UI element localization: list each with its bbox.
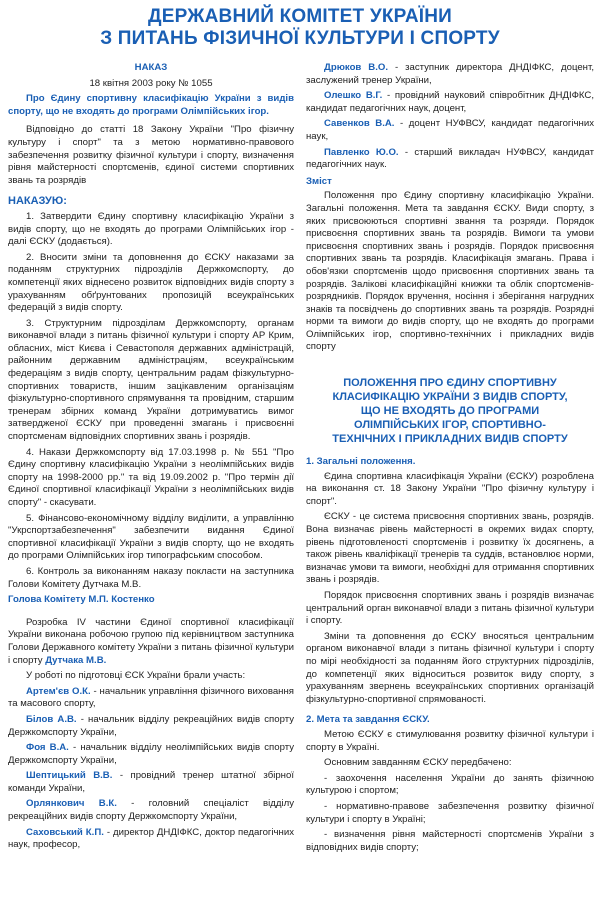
contents-text: Положення про Єдину спортивну класифікацію України. Загальні положення. Мета та завдання ЄСКУ. Види спорту, з яких присвоюються спортивні звання та розряди. Порядок присвоєння спортивних звань та розрядів. Вимоги та умови присвоєння спортивних звань і розрядів. Порядок присвоєння спортивних звань та розрядів. Класифікація змагань. Права і обов'язки спортсменів щодо присвоєння спортивних звань та розрядів. Залікові класифікаційні книжки та облік спортсменів-розрядників. Порядок вручення, носіння і зберігання нагрудних знаків та посвідчень до спортивних звань та розрядів. Розрядні норми та вимоги до видів спорту, що не входять до програми Олімпійських ігор, спортивно-технічних і прикладних видів спорту [306,190,594,353]
member-role: - директор ДНДІФКС, доктор педагогічних наук, професор, [8,826,294,851]
left-column [8,62,294,855]
participants-intro: У роботі по підготовці ЄСК України брали участь: [26,670,246,682]
contents-heading: Зміст [306,175,332,187]
signature: Голова Комітету М.П. Костенко [8,594,155,606]
member-name: Орлянкович В.К. [26,798,117,810]
section-1-heading: 1. Загальні положення. [306,456,416,468]
section-1-paragraph: Зміни та доповнення до ЄСКУ вносяться центральним органом виконавчої влади з питань фізичної культури і спорту по мірі необхідності за поданням його структурних підрозділів, до компетенції яких відноситься розвиток виду спорту, з урахуванням звернень всеукраїнських спортивних організацій фізкультурно-спортивної спрямованості. [306,630,594,705]
order-subject: Про Єдину спортивну класифікацію України з видів спорту, що не входять до програми Олімпійських ігор. [8,93,294,117]
member-name: Павленко Ю.О. [324,146,399,158]
order-item-3: 3. Структурним підрозділам Держкомспорту, органам виконавчої влади з питань фізичної культури і спорту АР Крим, обласних, міст Києва і Севастополя державних адміністрацій, районним державним адміністраціям, всеукраїнським федераціям з видів спорту, центральним радам фізкультурно-спортивних товариств, іншим зацікавленим організаціям фізкультурно-спортивного спрямування та провідним, старшим тренерам збірних команд України дотримуватись вимог затвердженої ЄСКУ при проведенні змагань і присвоєнні спортсменам відповідних спортивних звань і розрядів. [8,317,294,443]
member-role: - доцент НУФВСУ, кандидат педагогічних наук, [306,118,594,142]
section-1-paragraph: Єдина спортивна класифікація України (ЄСКУ) розроблена на виконання ст. 18 Закону України "Про фізичну культуру і спорт". [306,470,594,507]
member-item [8,742,294,767]
order-item-1: 1. Затвердити Єдину спортивну класифікацію України з видів спорту, що не входять до програми Олімпійських ігор - далі ЄСКУ (додається). [8,210,294,248]
regulation-heading: ПОЛОЖЕННЯ ПРО ЄДИНУ СПОРТИВНУ КЛАСИФІКАЦІЮ УКРАЇНИ З ВИДІВ СПОРТУ, ЩО НЕ ВХОДЯТЬ ДО ПРОГРАМИ ОЛІМПІЙСЬКИХ ІГОР, СПОРТИВНО-ТЕХНІЧНИХ І ПРИКЛАДНИХ ВИДІВ СПОРТУ [332,377,568,446]
orders-heading: НАКАЗУЮ: [8,195,67,208]
section-2-list-item: - нормативно-правове забезпечення розвитку фізичної культури і спорту в Україні; [306,800,594,825]
order-item-4: 4. Накази Держкомспорту від 17.03.1998 р. № 551 "Про Єдину спортивну класифікацію України з неолімпійських видів спорту на 1998-2000 рр." та від 19.09.2002 р. "Про термін дії Єдиної спортивної класифікації України з неолімпійських видів спорту" - скасувати. [8,446,294,508]
development-lead-name: Дутчака М.В. [45,654,107,666]
order-heading: НАКАЗ [134,62,168,73]
member-item [306,147,594,172]
section-2-list-item: - визначення рівня майстерності спортсменів України з відповідних видів спорту; [306,829,594,853]
section-1-paragraph: ЄСКУ - це система присвоєння спортивних звань, розрядів. Вона визначає рівень майстерності в окремих видах спорту, рівень підготовленості спортсменів і розвитку їх досягнень, а також рівень кваліфікації тренерів та суддів, встановлює норми, визначає умови та вимоги, необхідні для отримання спортивних звань і розрядів. [306,511,594,586]
member-role: - провідний тренер штатної збірної команди України, [8,770,294,794]
member-item [306,62,594,87]
member-name: Артем'єв О.К. [26,685,91,697]
member-role: - начальник відділу рекреаційних видів спорту Держкомспорту України, [8,713,294,738]
member-name: Шептицький В.В. [26,770,113,782]
order-item-5: 5. Фінансово-економічному відділу виділити, а управлінню "Укрспортзабезпечення" забезпечити видання Єдиної спортивної класифікації України з видів спорту, що не входять до програми Олімпійських ігор типографським способом. [8,512,294,562]
order-item-6: 6. Контроль за виконанням наказу покласти на заступника Голови Комітету Дутчака М.В. [8,565,294,590]
member-item [8,798,294,823]
member-item [8,686,294,711]
member-item [306,118,594,143]
member-role: - заступник директора ДНДІФКС, доцент, заслужений тренер України, [306,62,594,86]
development-text: Розробка IV частини Єдиної спортивної класифікації України виконана робочою групою під керівництвом заступника Голови Державного комітету України з питань фізичної культури і спорту [8,616,294,666]
section-2-list-item: - заохочення населення України до занять фізичною культурою і спортом; [306,772,594,797]
member-role: - головний спеціаліст відділу рекреаційних видів спорту Держкомспорту України, [8,798,294,823]
member-item [8,714,294,739]
member-name: Білов А.В. [26,713,77,725]
order-item-2: 2. Вносити зміни та доповнення до ЄСКУ наказами за поданням структурних підрозділів Держкомспорту, до компетенції яких віднесено розвиток відповідних видів спорту з урахуванням обґрунтованих пропозицій всеукраїнських федерацій з видів спорту. [8,251,294,314]
member-name: Олешко В.Г. [324,90,383,102]
title-line-1: ДЕРЖАВНИЙ КОМІТЕТ УКРАЇНИ [148,6,452,27]
order-date: 18 квітня 2003 року № 1055 [89,77,213,89]
section-2-paragraph: Основним завданням ЄСКУ передбачено: [324,757,512,769]
section-2-heading: 2. Мета та завдання ЄСКУ. [306,714,430,726]
right-column [306,62,594,857]
member-name: Дрюков В.О. [324,62,388,73]
intro-paragraph: Відповідно до статті 18 Закону України "Про фізичну культуру і спорт" та з метою нормативно-правового забезпечення розвитку фізичної культури і спорту, визначення рівня майстерності спортсменів, єдиної системи спортивних звань та розрядів [8,124,294,186]
title-line-2: З ПИТАНЬ ФІЗИЧНОЇ КУЛЬТУРИ І СПОРТУ [100,28,500,49]
member-name: Саховський К.П. [26,826,104,838]
member-role: - начальник управління фізичного виховання та масового спорту, [8,685,294,710]
member-role: - провідний науковий співробітник ДНДІФКС, кандидат педагогічних наук, доцент, [306,90,594,114]
member-role: - старший викладач НУФВСУ, кандидат педагогічних наук. [306,146,594,171]
member-name: Савенков В.А. [324,118,395,130]
member-role: - начальник відділу неолімпійських видів спорту Держкомспорту України, [8,742,295,766]
section-2-paragraph: Метою ЄСКУ є стимулювання розвитку фізичної культури і спорту в Україні. [306,728,594,753]
development-paragraph [8,617,294,667]
member-item [8,770,294,795]
member-item [306,90,594,115]
member-name: Фоя В.А. [26,742,69,754]
section-1-paragraph: Порядок присвоєння спортивних звань і розрядів визначає центральний орган виконавчої влади з питань фізичної культури і спорту. [306,590,594,627]
page-title [0,6,600,50]
member-item [8,827,294,852]
